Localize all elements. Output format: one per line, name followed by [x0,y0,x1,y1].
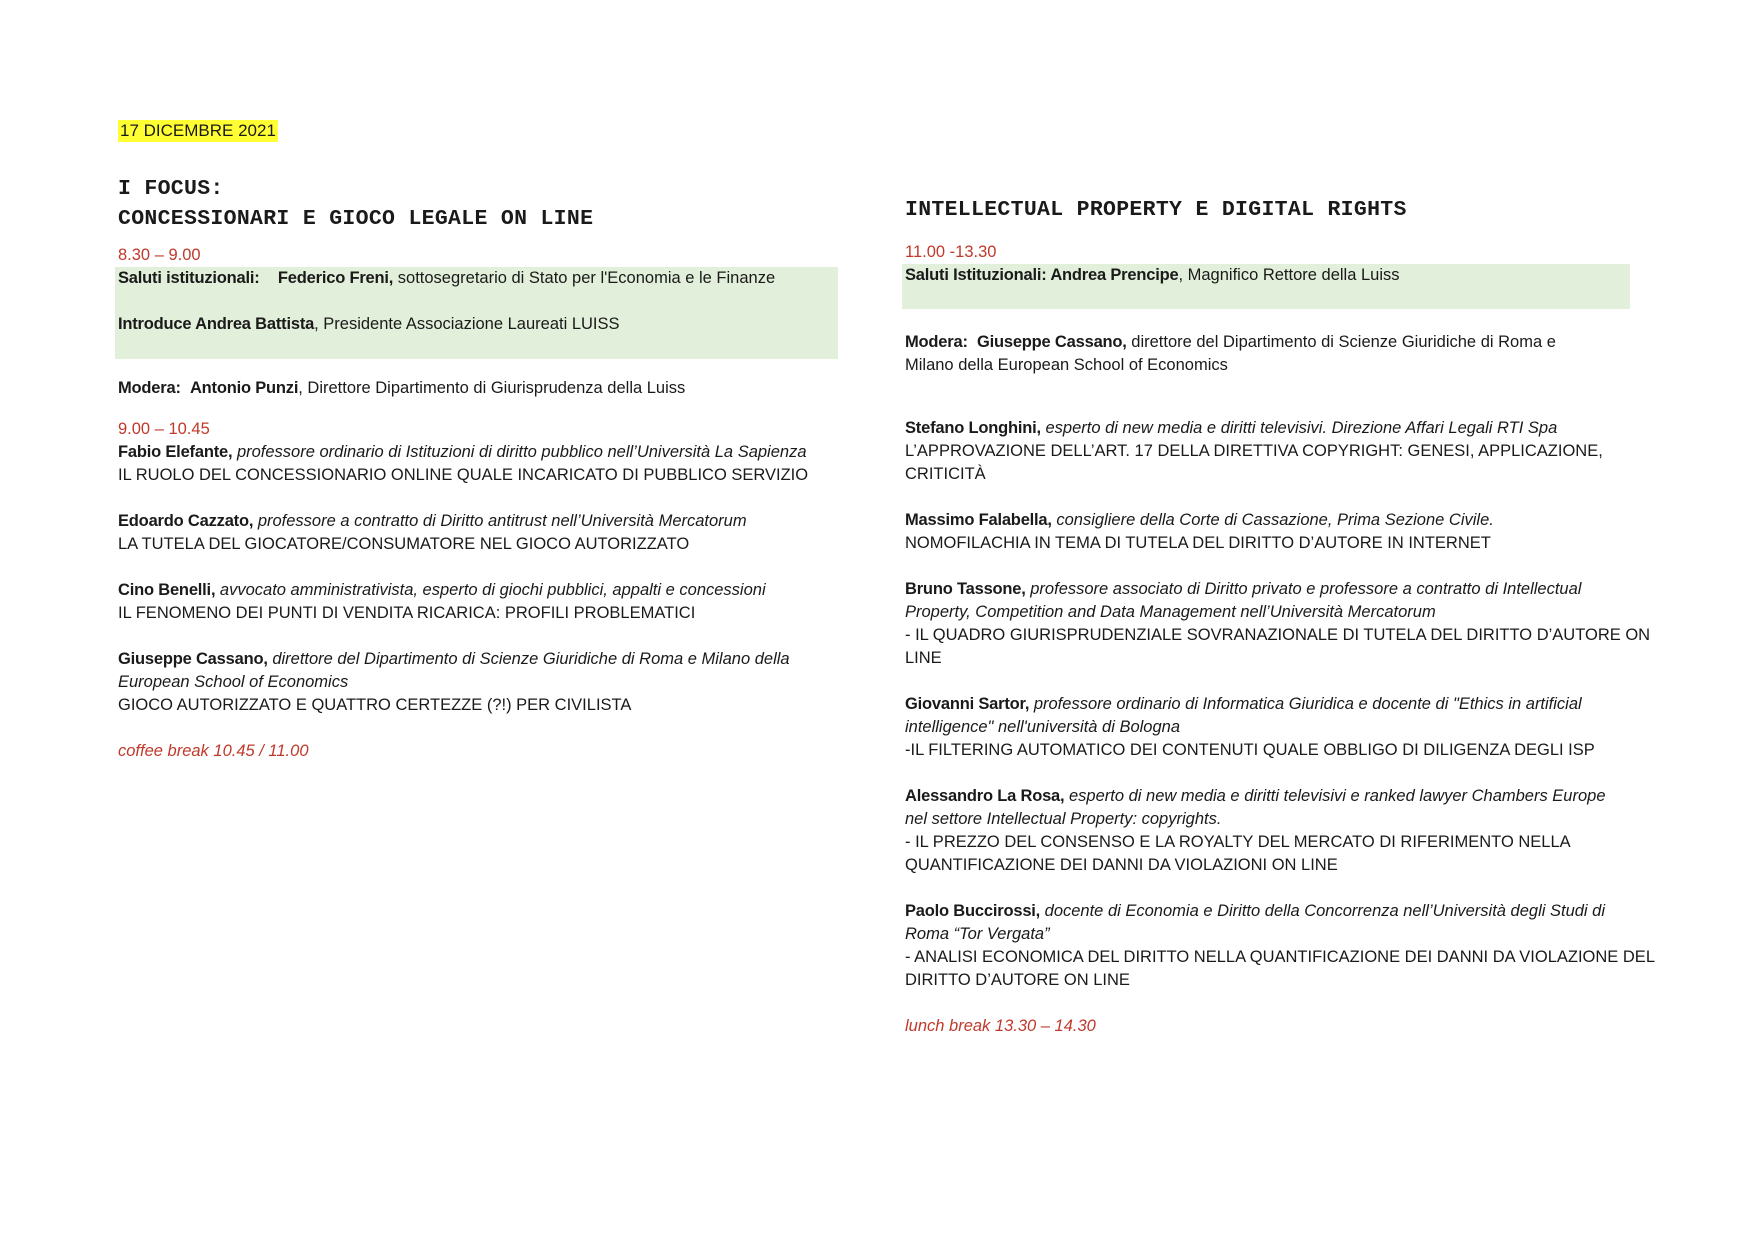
speaker-name: Cino Benelli, [118,581,216,599]
right-moderator-line [905,331,1630,354]
speaker-role: professore a contratto di Diritto antitrust nell’Università Mercatorum [253,512,747,530]
left-greetings-line [118,267,838,290]
speaker-name: Giovanni Sartor, [905,695,1030,713]
speaker-topic: GIOCO AUTORIZZATO E QUATTRO CERTEZZE (?!) PER CIVILISTA [118,696,632,714]
left-title-line1: I FOCUS: [118,177,224,201]
moderator-name: Giuseppe Cassano, [976,333,1127,351]
intro-role: , Presidente Associazione Laureati LUISS [314,315,620,333]
speaker-role: esperto di new media e diritti televisivi. Direzione Affari Legali RTI Spa [1040,419,1558,437]
intro-label: Introduce Andrea Battista [118,315,315,333]
left-time-1: 8.30 – 9.00 [118,246,201,264]
speaker-role: avvocato amministrativista, esperto di giochi pubblici, appalti e concessioni [215,581,766,599]
left-intro-line [118,313,838,336]
speaker-topic-cont: LINE [905,649,942,667]
speaker-role-cont: intelligence" nell'università di Bologna [905,718,1181,736]
speaker-role: professore ordinario di Informatica Giuridica e docente di "Ethics in artificial [1029,695,1582,713]
speaker-name: Stefano Longhini, [905,419,1041,437]
speaker-topic-cont: QUANTIFICAZIONE DEI DANNI DA VIOLAZIONI ON LINE [905,856,1338,874]
speaker-name: Giuseppe Cassano, [118,650,268,668]
greetings-role: , Magnifico Rettore della Luiss [1178,266,1400,284]
speaker-topic: L’APPROVAZIONE DELL’ART. 17 DELLA DIRETTIVA COPYRIGHT: GENESI, APPLICAZIONE, [905,442,1603,460]
left-title-line2: CONCESSIONARI E GIOCO LEGALE ON LINE [118,207,594,231]
speaker-topic: LA TUTELA DEL GIOCATORE/CONSUMATORE NEL GIOCO AUTORIZZATO [118,535,690,553]
date-highlight: 17 DICEMBRE 2021 [120,121,276,140]
greetings-label: Saluti Istituzionali: Andrea Prencipe [905,266,1179,284]
greetings-role: sottosegretario di Stato per l'Economia e le Finanze [393,269,776,287]
speaker-role: esperto di new media e diritti televisivi e ranked lawyer Chambers Europe [1064,787,1606,805]
coffee-break: coffee break 10.45 / 11.00 [118,742,309,760]
right-moderator-role-cont: Milano della European School of Economics [905,356,1228,374]
left-speaker-3 [118,579,838,625]
greetings-name: Federico Freni, [277,269,394,287]
right-speaker-1 [905,417,1630,486]
speaker-role-cont: European School of Economics [118,673,349,691]
right-speaker-4 [905,693,1630,762]
left-time-2: 9.00 – 10.45 [118,420,210,438]
left-moderator-line [118,377,838,400]
speaker-role: professore associato di Diritto privato e professore a contratto di Intellectual [1025,580,1582,598]
speaker-topic: IL FENOMENO DEI PUNTI DI VENDITA RICARICA: PROFILI PROBLEMATICI [118,604,696,622]
speaker-role: consigliere della Corte di Cassazione, Prima Sezione Civile. [1051,511,1494,529]
greetings-label: Saluti istituzionali: [118,269,260,287]
right-speaker-3 [905,578,1651,670]
speaker-name: Alessandro La Rosa, [905,787,1065,805]
right-greetings-box [902,264,1630,309]
speaker-name: Fabio Elefante, [118,443,233,461]
moderator-label: Modera: [905,333,968,351]
speaker-name: Paolo Buccirossi, [905,902,1041,920]
lunch-break: lunch break 13.30 – 14.30 [905,1017,1096,1035]
speaker-name: Bruno Tassone, [905,580,1026,598]
speaker-topic: - ANALISI ECONOMICA DEL DIRITTO NELLA QUANTIFICAZIONE DEI DANNI DA VIOLAZIONE DEL [905,948,1655,966]
moderator-label: Modera: [118,379,181,397]
left-speaker-1 [118,441,838,487]
right-title: INTELLECTUAL PROPERTY E DIGITAL RIGHTS [905,198,1407,222]
right-speaker-2 [905,509,1630,555]
speaker-role: professore ordinario di Istituzioni di diritto pubblico nell’Università La Sapienza [232,443,807,461]
right-time-1: 11.00 -13.30 [905,243,997,261]
speaker-name: Edoardo Cazzato, [118,512,254,530]
speaker-role: docente di Economia e Diritto della Concorrenza nell’Università degli Studi di [1040,902,1606,920]
moderator-role: direttore del Dipartimento di Scienze Giuridiche di Roma e [1126,333,1556,351]
speaker-topic: NOMOFILACHIA IN TEMA DI TUTELA DEL DIRITTO D’AUTORE IN INTERNET [905,534,1491,552]
left-greetings-box [115,267,838,359]
speaker-topic: -IL FILTERING AUTOMATICO DEI CONTENUTI QUALE OBBLIGO DI DILIGENZA DEGLI ISP [905,741,1595,759]
speaker-topic: IL RUOLO DEL CONCESSIONARIO ONLINE QUALE INCARICATO DI PUBBLICO SERVIZIO [118,466,809,484]
left-speaker-4 [118,648,838,717]
left-column [118,120,838,763]
moderator-name: Antonio Punzi [189,379,299,397]
moderator-role: , Direttore Dipartimento di Giurisprudenza della Luiss [298,379,686,397]
left-speaker-2 [118,510,838,556]
speaker-role-cont: nel settore Intellectual Property: copyrights. [905,810,1222,828]
speaker-role: direttore del Dipartimento di Scienze Giuridiche di Roma e Milano della [267,650,790,668]
right-greetings-line [905,264,1630,287]
speaker-topic-cont: CRITICITÀ [905,465,986,483]
speaker-topic: - IL QUADRO GIURISPRUDENZIALE SOVRANAZIONALE DI TUTELA DEL DIRITTO D’AUTORE ON [905,626,1651,644]
right-column [905,195,1655,1038]
right-speaker-6 [905,900,1655,992]
speaker-role-cont: Property, Competition and Data Management nell’Università Mercatorum [905,603,1436,621]
speaker-name: Massimo Falabella, [905,511,1052,529]
speaker-topic-cont: DIRITTO D’AUTORE ON LINE [905,971,1130,989]
right-speaker-5 [905,785,1630,877]
speaker-topic: - IL PREZZO DEL CONSENSO E LA ROYALTY DEL MERCATO DI RIFERIMENTO NELLA [905,833,1571,851]
speaker-role-cont: Roma “Tor Vergata” [905,925,1050,943]
